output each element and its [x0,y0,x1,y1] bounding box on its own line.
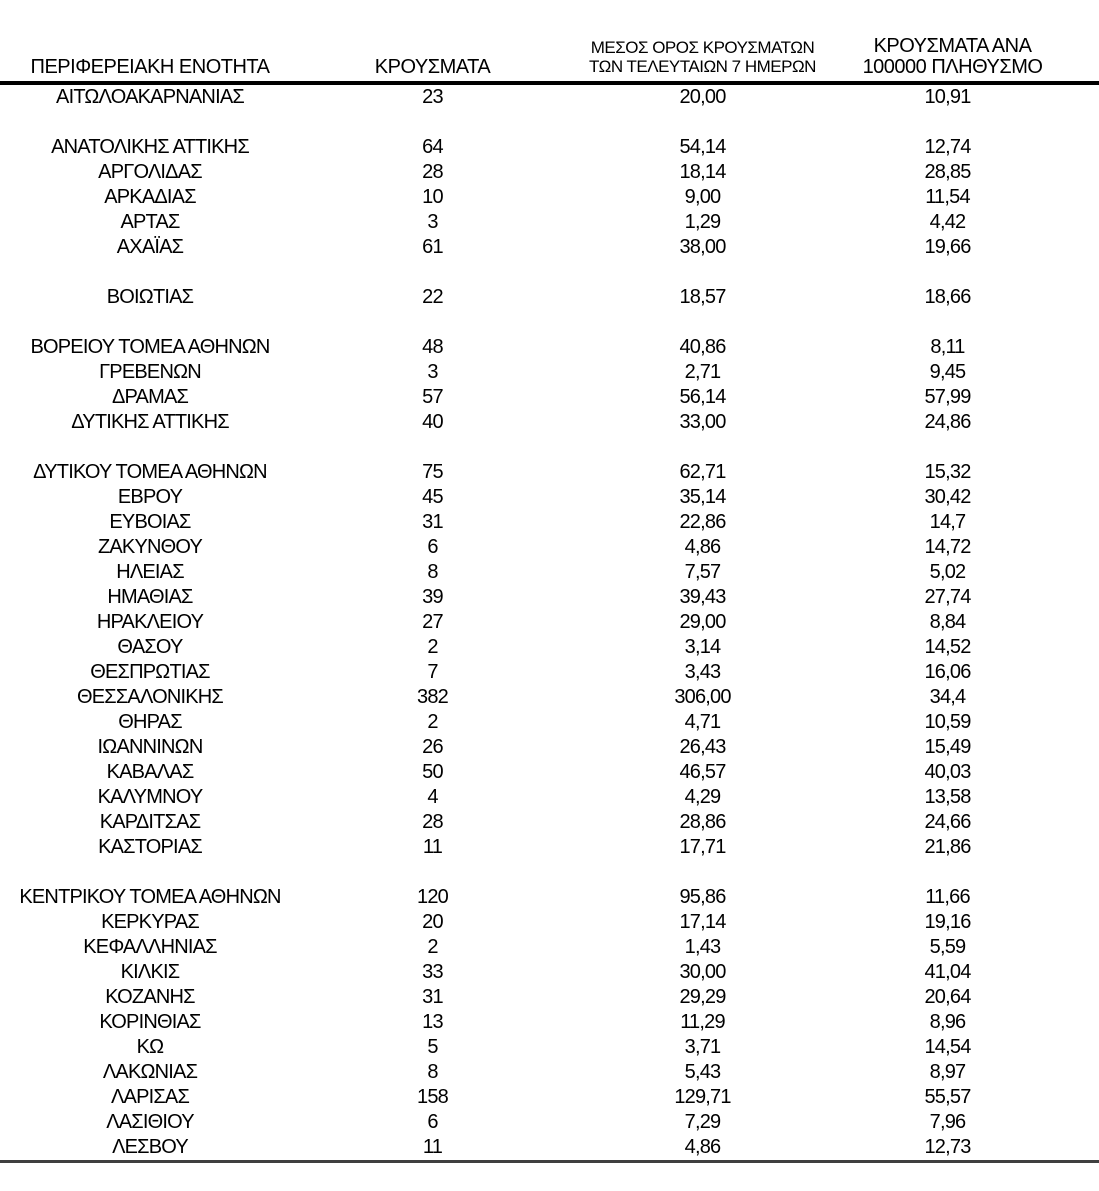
cell-avg-7d: 20,00 [679,86,726,108]
cell-region: ΚΑΡΔΙΤΣΑΣ [99,811,201,833]
cell-region: ΑΡΤΑΣ [120,211,180,233]
cell-avg-7d: 18,57 [679,286,726,308]
cell-per-100k: 4,42 [929,211,966,233]
table-header [0,0,1099,83]
cell-per-100k: 5,59 [929,936,966,958]
cell-per-100k: 13,58 [924,786,971,808]
cell-region: ΛΑΚΩΝΙΑΣ [102,1061,198,1083]
table-row [0,1085,1099,1110]
cell-avg-7d: 40,86 [679,336,726,358]
table-row [0,135,1099,160]
cell-region: ΗΡΑΚΛΕΙΟΥ [96,611,204,633]
cell-cases: 382 [417,686,448,708]
table-row [0,960,1099,985]
cell-per-100k: 27,74 [924,586,971,608]
table-row [0,235,1099,260]
cell-cases: 50 [422,761,443,783]
cell-per-100k: 20,64 [924,986,971,1008]
cell-region: ΔΡΑΜΑΣ [111,386,189,408]
table-row [0,710,1099,735]
cell-region: ΘΕΣΣΑΛΟΝΙΚΗΣ [76,686,223,708]
cell-cases: 120 [417,886,448,908]
cell-avg-7d: 7,57 [684,561,721,583]
cell-region: ΘΑΣΟΥ [117,636,183,658]
header-row [0,0,1099,83]
cell-per-100k: 15,32 [924,461,971,483]
table-row [0,185,1099,210]
table-body [0,83,1099,1162]
cell-per-100k: 14,72 [924,536,971,558]
cell-cases: 75 [422,461,443,483]
cell-region: ΓΡΕΒΕΝΩΝ [99,361,201,383]
table-row [0,385,1099,410]
table-row [0,585,1099,610]
cell-avg-7d: 129,71 [674,1086,731,1108]
cell-region: ΕΒΡΟΥ [117,486,183,508]
table-row [0,1110,1099,1135]
cell-cases: 8 [427,561,438,583]
cell-per-100k: 10,59 [924,711,971,733]
cell-cases: 20 [422,911,443,933]
cell-region: ΚΑΣΤΟΡΙΑΣ [98,836,202,858]
table-row [0,835,1099,860]
cell-cases: 6 [427,1111,438,1133]
cell-avg-7d: 29,29 [679,986,726,1008]
cell-avg-7d: 62,71 [679,461,726,483]
cell-per-100k: 57,99 [924,386,971,408]
cell-region: ΚΕΡΚΥΡΑΣ [101,911,199,933]
cell-per-100k: 21,86 [924,836,971,858]
cell-cases: 27 [422,611,443,633]
table-row [0,885,1099,910]
cell-avg-7d: 1,43 [684,936,721,958]
cell-cases: 61 [422,236,443,258]
cell-per-100k: 19,66 [924,236,971,258]
cell-cases: 7 [427,661,438,683]
table-row [0,410,1099,435]
cell-avg-7d: 38,00 [679,236,726,258]
cell-avg-7d: 22,86 [679,511,726,533]
cell-region: ΚΑΒΑΛΑΣ [106,761,194,783]
table-row [0,785,1099,810]
cell-cases: 48 [422,336,443,358]
table-row [0,160,1099,185]
cell-region: ΒΟΙΩΤΙΑΣ [106,286,194,308]
cell-avg-7d: 46,57 [679,761,726,783]
column-header-7day-average: ΜΕΣΟΣ ΟΡΟΣ ΚΡΟΥΣΜΑΤΩΝ ΤΩΝ ΤΕΛΕΥΤΑΙΩΝ 7 ΗΜΕΡΩΝ [565,0,840,83]
cell-cases: 57 [422,386,443,408]
cell-per-100k: 8,97 [929,1061,966,1083]
cell-region: ΔΥΤΙΚΗΣ ΑΤΤΙΚΗΣ [71,411,229,433]
cell-avg-7d: 2,71 [684,361,721,383]
cell-region: ΚΑΛΥΜΝΟΥ [97,786,203,808]
group-spacer-row [0,110,1099,135]
cell-region: ΘΗΡΑΣ [118,711,182,733]
cell-per-100k: 55,57 [924,1086,971,1108]
cell-avg-7d: 56,14 [679,386,726,408]
cell-region: ΑΝΑΤΟΛΙΚΗΣ ΑΤΤΙΚΗΣ [51,136,249,158]
cell-cases: 45 [422,486,443,508]
table-row [0,810,1099,835]
cell-per-100k: 8,84 [929,611,966,633]
table-row [0,760,1099,785]
table-row [0,460,1099,485]
cell-per-100k: 5,02 [929,561,966,583]
cell-region: ΔΥΤΙΚΟΥ ΤΟΜΕΑ ΑΘΗΝΩΝ [33,461,267,483]
cell-avg-7d: 3,14 [684,636,721,658]
cell-region: ΛΕΣΒΟΥ [112,1136,188,1158]
table-row [0,335,1099,360]
cell-per-100k: 14,52 [924,636,971,658]
cell-cases: 31 [422,511,443,533]
cell-per-100k: 24,86 [924,411,971,433]
cell-region: ΖΑΚΥΝΘΟΥ [97,536,203,558]
cell-region: ΑΙΤΩΛΟΑΚΑΡΝΑΝΙΑΣ [56,86,244,108]
cell-avg-7d: 28,86 [679,811,726,833]
cell-per-100k: 18,66 [924,286,971,308]
cell-region: ΚΕΝΤΡΙΚΟΥ ΤΟΜΕΑ ΑΘΗΝΩΝ [19,886,281,908]
cell-cases: 28 [422,161,443,183]
table-row [0,560,1099,585]
cell-per-100k: 30,42 [924,486,971,508]
cell-per-100k: 16,06 [924,661,971,683]
table-row [0,660,1099,685]
cell-region: ΒΟΡΕΙΟΥ ΤΟΜΕΑ ΑΘΗΝΩΝ [30,336,270,358]
cell-cases: 26 [422,736,443,758]
cell-region: ΑΧΑΪΑΣ [116,236,184,258]
cell-cases: 64 [422,136,443,158]
table-row [0,210,1099,235]
group-spacer-row [0,435,1099,460]
cell-per-100k: 11,54 [925,186,970,208]
cell-avg-7d: 54,14 [679,136,726,158]
cell-avg-7d: 306,00 [674,686,731,708]
table-row [0,485,1099,510]
table-row [0,935,1099,960]
cell-cases: 8 [427,1061,438,1083]
cell-region: ΚΟΡΙΝΘΙΑΣ [99,1011,201,1033]
table-row [0,910,1099,935]
table-row [0,635,1099,660]
cell-per-100k: 19,16 [924,911,971,933]
cell-region: ΚΟΖΑΝΗΣ [105,986,195,1008]
cell-cases: 2 [427,936,438,958]
cell-avg-7d: 30,00 [679,961,726,983]
cell-avg-7d: 7,29 [684,1111,721,1133]
cell-avg-7d: 95,86 [679,886,726,908]
column-header-cases-per-100k: ΚΡΟΥΣΜΑΤΑ ΑΝΑ 100000 ΠΛΗΘΥΣΜΟ [840,0,1099,83]
cell-per-100k: 9,45 [929,361,966,383]
cell-avg-7d: 3,71 [684,1036,721,1058]
cell-cases: 2 [427,636,438,658]
cell-avg-7d: 4,29 [684,786,721,808]
cell-cases: 13 [422,1011,443,1033]
cell-per-100k: 7,96 [929,1111,966,1133]
cell-per-100k: 10,91 [924,86,971,108]
cell-avg-7d: 3,43 [684,661,721,683]
cell-avg-7d: 4,71 [684,711,721,733]
cell-per-100k: 15,49 [924,736,971,758]
table-row [0,985,1099,1010]
cell-per-100k: 11,66 [925,886,970,908]
cell-cases: 22 [422,286,443,308]
cell-cases: 31 [422,986,443,1008]
table-row [0,1010,1099,1035]
cell-avg-7d: 26,43 [679,736,726,758]
cell-avg-7d: 5,43 [684,1061,721,1083]
group-spacer-row [0,260,1099,285]
cell-avg-7d: 17,14 [679,911,726,933]
cell-avg-7d: 18,14 [679,161,726,183]
cell-avg-7d: 9,00 [684,186,721,208]
table-row [0,1035,1099,1060]
cell-per-100k: 34,4 [929,686,966,708]
cell-region: ΘΕΣΠΡΩΤΙΑΣ [90,661,210,683]
table-row [0,360,1099,385]
cell-region: ΑΡΓΟΛΙΔΑΣ [98,161,202,183]
cell-per-100k: 8,96 [929,1011,966,1033]
cell-per-100k: 12,74 [924,136,971,158]
cell-avg-7d: 29,00 [679,611,726,633]
cell-avg-7d: 33,00 [679,411,726,433]
cell-avg-7d: 39,43 [679,586,726,608]
cell-region: ΙΩΑΝΝΙΝΩΝ [97,736,203,758]
table-row [0,685,1099,710]
cell-cases: 39 [422,586,443,608]
cell-region: ΗΛΕΙΑΣ [116,561,184,583]
cell-avg-7d: 4,86 [684,1136,721,1158]
cell-region: ΛΑΣΙΘΙΟΥ [106,1111,194,1133]
cell-region: ΚΩ [136,1036,164,1058]
cell-avg-7d: 4,86 [684,536,721,558]
cell-cases: 6 [427,536,438,558]
table-row [0,610,1099,635]
cell-cases: 3 [427,361,438,383]
cell-avg-7d: 1,29 [684,211,721,233]
cell-cases: 5 [427,1036,438,1058]
cell-region: ΚΙΛΚΙΣ [120,961,180,983]
cell-region: ΛΑΡΙΣΑΣ [110,1086,190,1108]
table-row [0,535,1099,560]
cell-cases: 11 [422,1136,443,1158]
cell-avg-7d: 17,71 [679,836,726,858]
cell-region: ΚΕΦΑΛΛΗΝΙΑΣ [83,936,217,958]
table-row [0,735,1099,760]
table-row [0,510,1099,535]
cell-avg-7d: 35,14 [679,486,726,508]
cell-cases: 33 [422,961,443,983]
cell-per-100k: 41,04 [924,961,971,983]
cell-cases: 28 [422,811,443,833]
table-row [0,285,1099,310]
table-row [0,1060,1099,1085]
cell-cases: 158 [417,1086,448,1108]
cell-per-100k: 14,7 [929,511,966,533]
cell-cases: 4 [427,786,438,808]
table-row [0,1135,1099,1162]
cell-per-100k: 14,54 [924,1036,971,1058]
cell-per-100k: 12,73 [924,1136,971,1158]
group-spacer-row [0,310,1099,335]
cell-region: ΗΜΑΘΙΑΣ [107,586,193,608]
cell-avg-7d: 11,29 [680,1011,725,1033]
table-row [0,83,1099,110]
cell-cases: 2 [427,711,438,733]
cell-region: ΑΡΚΑΔΙΑΣ [104,186,196,208]
cell-cases: 40 [422,411,443,433]
group-spacer-row [0,860,1099,885]
cell-per-100k: 28,85 [924,161,971,183]
cell-per-100k: 8,11 [930,336,965,358]
cell-cases: 10 [422,186,443,208]
cell-cases: 23 [422,86,443,108]
cell-cases: 3 [427,211,438,233]
cell-region: ΕΥΒΟΙΑΣ [109,511,191,533]
column-header-cases: ΚΡΟΥΣΜΑΤΑ [300,0,565,83]
cell-per-100k: 40,03 [924,761,971,783]
cell-per-100k: 24,66 [924,811,971,833]
column-header-region: ΠΕΡΙΦΕΡΕΙΑΚΗ ΕΝΟΤΗΤΑ [0,0,300,83]
cell-cases: 11 [422,836,443,858]
